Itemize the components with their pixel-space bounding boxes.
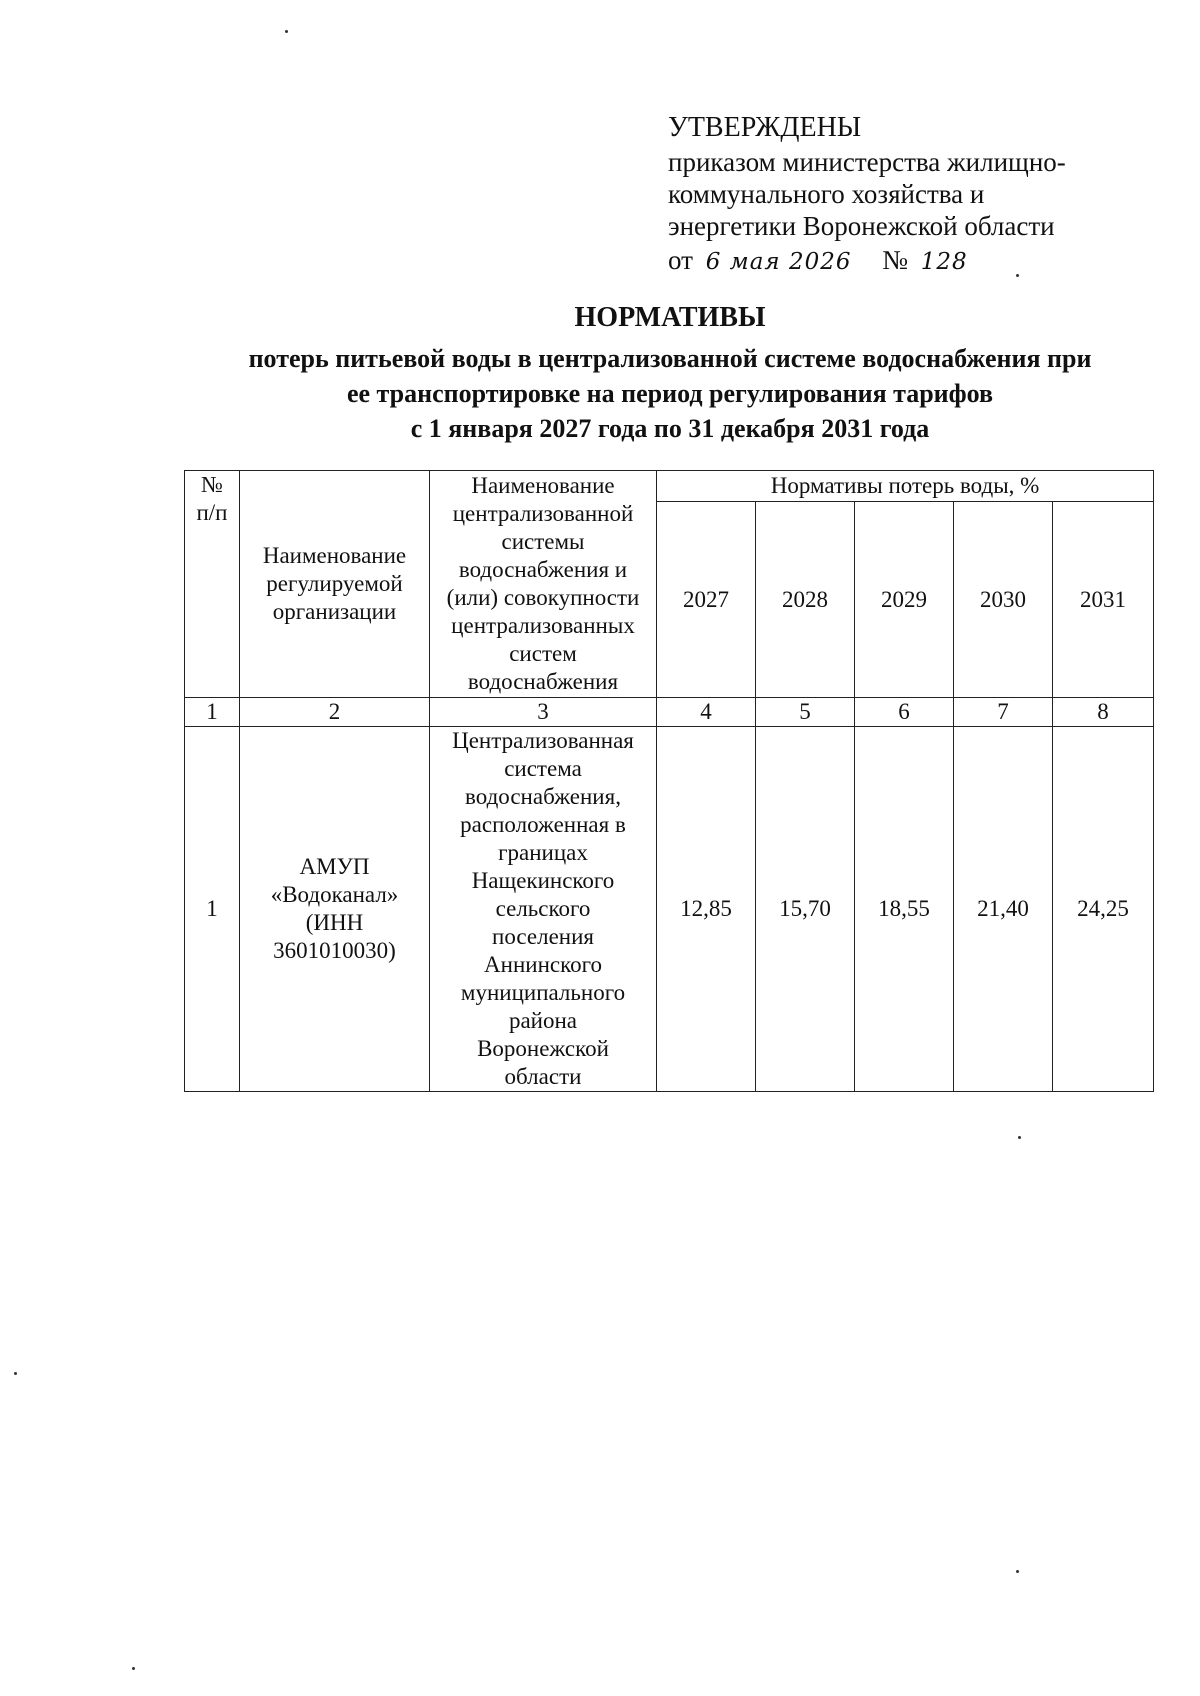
system-line: расположенная в xyxy=(460,812,626,837)
header-system-line: водоснабжения xyxy=(467,669,619,694)
system-line: Воронежской xyxy=(477,1036,609,1061)
header-system-line: централизованных xyxy=(451,613,635,638)
number-sign: № xyxy=(882,245,909,275)
header-org-line: организации xyxy=(272,599,397,624)
header-year-2029: 2029 xyxy=(855,502,954,698)
header-no-line-2: п/п xyxy=(196,500,228,525)
system-line: Нащекинского xyxy=(471,868,615,893)
organization-name xyxy=(240,727,430,1092)
column-number: 1 xyxy=(185,698,240,727)
scan-speck xyxy=(1016,274,1019,277)
system-line: система xyxy=(504,756,582,781)
value-2031: 24,25 xyxy=(1053,727,1154,1092)
header-system-line: систем xyxy=(509,641,577,666)
scan-speck xyxy=(132,1667,135,1670)
column-number: 2 xyxy=(240,698,430,727)
subtitle-line-1: потерь питьевой воды в централизованной системе водоснабжения при xyxy=(248,344,1092,373)
document-subtitle xyxy=(130,341,1200,446)
system-line: поселения xyxy=(492,924,594,949)
org-line: «Водоканал» xyxy=(270,882,399,907)
org-line: 3601010030) xyxy=(273,938,396,963)
header-no-line-1: № xyxy=(201,472,223,497)
system-line: муниципального xyxy=(460,980,626,1005)
header-col-number xyxy=(185,471,240,698)
value-2027: 12,85 xyxy=(657,727,756,1092)
approval-date-line xyxy=(668,244,1128,278)
approval-line-3: энергетики Воронежской области xyxy=(668,211,1055,241)
column-number: 5 xyxy=(756,698,855,727)
approval-title: УТВЕРЖДЕНЫ xyxy=(668,112,862,143)
header-norms-group: Нормативы потерь воды, % xyxy=(657,471,1154,502)
system-line: района xyxy=(508,1008,578,1033)
approval-block xyxy=(668,112,1128,278)
subtitle-line-2: ее транспортировке на период регулирования тарифов xyxy=(346,379,994,408)
header-org-line: Наименование xyxy=(262,543,407,568)
scan-speck xyxy=(285,30,288,33)
value-2029: 18,55 xyxy=(855,727,954,1092)
scan-speck xyxy=(14,1372,17,1375)
subtitle-line-3: с 1 января 2027 года по 31 декабря 2031 года xyxy=(410,414,930,443)
system-line: водоснабжения, xyxy=(465,784,621,809)
approval-line-1: приказом министерства жилищно- xyxy=(668,147,1066,177)
table-row xyxy=(185,727,1154,1092)
header-year-2027: 2027 xyxy=(657,502,756,698)
value-2030: 21,40 xyxy=(954,727,1053,1092)
system-line: области xyxy=(504,1064,582,1089)
header-year-2028: 2028 xyxy=(756,502,855,698)
header-system-line: Наименование xyxy=(471,473,615,498)
column-number: 3 xyxy=(430,698,657,727)
handwritten-number: 128 xyxy=(920,249,968,275)
row-number: 1 xyxy=(185,727,240,1092)
header-system-line: водоснабжения и xyxy=(458,557,628,582)
header-system-line: системы xyxy=(501,529,585,554)
system-line: сельского xyxy=(495,896,591,921)
system-line: Централизованная xyxy=(452,728,634,753)
column-number: 8 xyxy=(1053,698,1154,727)
table-header-row xyxy=(185,471,1154,502)
system-name xyxy=(430,727,657,1092)
date-prefix: от xyxy=(668,245,693,275)
column-number: 4 xyxy=(657,698,756,727)
header-col-organization xyxy=(240,471,430,698)
column-numbers-row xyxy=(185,698,1154,727)
document-title: НОРМАТИВЫ xyxy=(574,302,766,333)
column-number: 6 xyxy=(855,698,954,727)
header-org-line: регулируемой xyxy=(266,571,403,596)
org-line: АМУП xyxy=(299,854,370,879)
system-line: Аннинского xyxy=(484,952,602,977)
scan-speck xyxy=(1016,1570,1019,1573)
header-year-2030: 2030 xyxy=(954,502,1053,698)
norms-table xyxy=(184,470,1154,1092)
handwritten-date: 6 мая 2026 xyxy=(705,249,852,275)
header-year-2031: 2031 xyxy=(1053,502,1154,698)
system-line: границах xyxy=(498,840,588,865)
org-line: (ИНН xyxy=(305,910,364,935)
scan-speck xyxy=(1018,1136,1021,1139)
header-system-line: (или) совокупности xyxy=(446,585,640,610)
column-number: 7 xyxy=(954,698,1053,727)
approval-line-2: коммунального хозяйства и xyxy=(668,179,985,209)
header-system-line: централизованной xyxy=(452,501,634,526)
header-col-system xyxy=(430,471,657,698)
value-2028: 15,70 xyxy=(756,727,855,1092)
